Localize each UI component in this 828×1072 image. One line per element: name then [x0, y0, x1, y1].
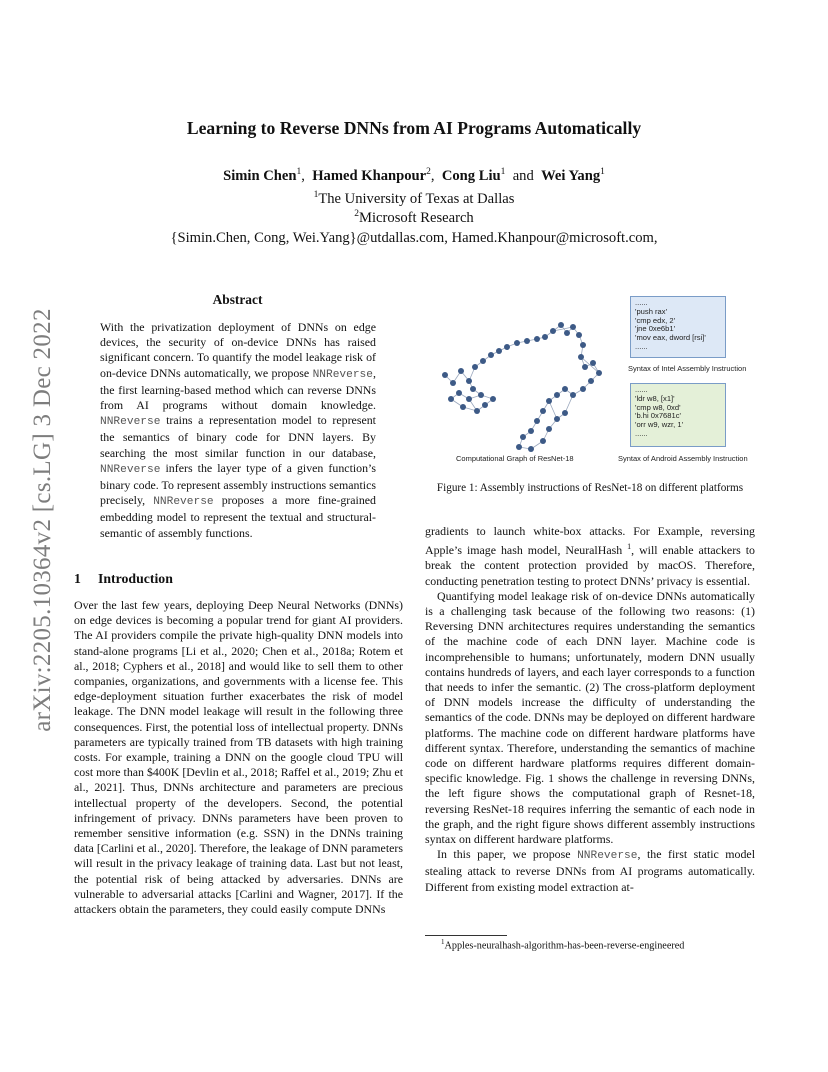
asm-line: 'mov eax, dword [rsi]' [635, 333, 706, 343]
affil-mark: 2 [354, 209, 360, 219]
asm-line: 'cmp edx, 2' [635, 315, 676, 325]
intro-paragraph [74, 598, 403, 917]
graph-node [590, 360, 596, 366]
tool-name: NNReverse [312, 368, 373, 381]
resnet-graph [433, 303, 633, 458]
asm-line: 'push rax' [635, 306, 668, 316]
author-conjunction: and [512, 167, 534, 184]
graph-node [534, 418, 540, 424]
graph-node [578, 354, 584, 360]
graph-node [448, 396, 454, 402]
asm-line: 'orr w9, wzr, 1' [635, 420, 684, 430]
figure-caption: Figure 1: Assembly instructions of ResNet-18 on different platforms [436, 482, 744, 494]
graph-node [504, 344, 510, 350]
graph-node [466, 378, 472, 384]
author-affil-mark: 1 [600, 167, 605, 177]
graph-node [580, 386, 586, 392]
footnote-mark: 1 [441, 938, 445, 946]
abstract-text: trains a representation model to represent the semantics of binary code for DNN layers. By searching the most similar function in our database, [100, 413, 376, 460]
tool-name: NNReverse [100, 416, 161, 429]
author-name: Simin Chen [223, 167, 297, 184]
asm-line: ...... [635, 385, 648, 394]
affil-mark: 1 [313, 190, 319, 200]
graph-node [496, 348, 502, 354]
author-list: Simin Chen$^1$, Hamed Khanpour$^2$, Cong Liu$^1$ and Wei Yang$^1$ [223, 167, 605, 184]
graph-node [588, 378, 594, 384]
graph-node [576, 332, 582, 338]
paragraph-text: , the first static model stealing attack to reverse DNNs from AI programs automatically. Different from existing model extraction at- [425, 847, 756, 894]
footnote [441, 938, 684, 951]
paragraph [425, 524, 755, 589]
abstract-text: With the privatization deployment of DNNs on edge devices, the security of on-device DNNs has raised significant concern. To quantify the model leakage risk of on-device DNNs automatically, we propose [100, 320, 376, 380]
graph-node [542, 334, 548, 340]
author-emails: {Simin.Chen, Cong, Wei.Yang}@utdallas.com, Hamed.Khanpour@microsoft.com, [170, 230, 658, 246]
graph-node [550, 328, 556, 334]
graph-node [490, 396, 496, 402]
paragraph-text: In this paper, we propose [437, 847, 571, 862]
section-number: 1 [74, 571, 81, 586]
abstract-text: infers the layer type of a given function’s binary code. To represent assembly instructions semantics precisely, [100, 460, 376, 508]
graph-node [540, 438, 546, 444]
graph-node [546, 398, 552, 404]
author-affil-mark: 2 [426, 167, 431, 177]
graph-node [470, 386, 476, 392]
abstract-text: , the first learning-based method which can reverse DNNs from AI programs without domain knowledge. [100, 365, 376, 413]
arxiv-stamp [23, 290, 63, 750]
author-name: Cong Liu [441, 167, 501, 184]
graph-label: Computational Graph of ResNet-18 [456, 454, 574, 463]
graph-node [466, 396, 472, 402]
paragraph: Quantifying model leakage risk of on-device DNNs automatically is a challenging task because of the following two reasons: (1) Reversing DNN architectures requires understanding the semantics of the machine code of each DNN layer. Machine code is incomprehensible to humans; unfortunately, modern DNN usually contains hundreds of layers, and each layer corresponds to a function that needs to infer the semantic. (2) The cross-platform deployment of DNN models increase the difficulty of understanding the semantics of the code. DNNs may be deployed on different hardware platforms. The machine code on different hardware platforms have different syntax. Therefore, understanding the semantics of machine code on different hardware platforms requires different domain-specific knowledge. Fig. 1 shows the challenge in reversing DNNs, the left figure shows the computational graph of Resnet-18, reversing ResNet-18 requires inferring the semantic of each node in the graph, and the right figure shows different assembly instructions syntax on different hardware platforms. [425, 588, 755, 847]
section-heading [74, 571, 173, 587]
asm-line: 'jne 0xe6b1' [635, 324, 676, 334]
graph-node [546, 426, 552, 432]
affil-text: The University of Texas at Dallas [318, 190, 515, 207]
footnote-text: Apples-neuralhash-algorithm-has-been-reverse-engineered [444, 940, 685, 952]
author-affil-mark: 1 [296, 167, 302, 177]
android-asm-box [630, 383, 726, 447]
asm-line: ...... [635, 428, 648, 438]
graph-node [562, 386, 568, 392]
android-label: Syntax of Android Assembly Instruction [618, 454, 748, 463]
affil-text: Microsoft Research [359, 209, 474, 226]
graph-node [456, 390, 462, 396]
abstract-text: proposes a more fine-grained embedding model to represent the textual and structural-semantic of assembly functions. [100, 493, 376, 540]
graph-node [478, 392, 484, 398]
tool-name: NNReverse [577, 850, 638, 863]
graph-node [458, 368, 464, 374]
graph-node [554, 416, 560, 422]
graph-node [534, 336, 540, 342]
graph-node [570, 392, 576, 398]
graph-node [558, 322, 564, 328]
asm-line: ...... [635, 341, 648, 351]
paragraph-text: Over the last few years, deploying Deep Neural Networks (DNNs) on edge devices is becoming a popular trend for giant AI providers. The AI providers compile the private high-quality DNN models into stand-alone programs [Li et al., 2020; Chen et al., 2018a; Rotem et al., 2018; Cyphers et al., 2018] and would like to sell them to other companies, organizations, and governments with a license fee. This edge-deployment situation further exacerbates the risk of model leakage. The DNN model leakage will result in the following three consequences. First, the potential loss of intellectual property. DNNs parameters are typically trained from TB datasets with high training costs. For example, training a DNN on the google cloud TPU will cost more than $400K [Devlin et al., 2018; Raffel et al., 2019; Zhu et al., 2021]. Thus, DNNs architecture and parameters are precious intellectual property of the developers. Second, the potential infringement of privacy. DNNs parameters have been proven to remember sensitive information (e.g. SSN) in the DNNs training data [Carlini et al., 2020]. Therefore, the leakage of DNN parameters will result in the privacy leakage of training data. Last but not least, the potential risk of being attacked by adversaries. DNNs are vulnerable to adversarial attacks [Carlini and Wagner, 2017]. If the attackers obtain the parameters, they could easily compute DNNs [74, 598, 404, 917]
graph-node [516, 444, 522, 450]
section-title: Introduction [98, 571, 173, 586]
graph-node [450, 380, 456, 386]
graph-node [562, 410, 568, 416]
abstract-heading: Abstract [212, 292, 263, 307]
right-column [425, 524, 755, 895]
author-affil-mark: 1 [500, 167, 506, 177]
paper-title: Learning to Reverse DNNs from AI Programs Automatically [186, 118, 642, 138]
graph-node [528, 428, 534, 434]
tool-name: NNReverse [100, 463, 161, 476]
footnote-mark: 1 [627, 542, 632, 552]
graph-node [480, 358, 486, 364]
abstract-body [100, 320, 376, 541]
graph-node [528, 446, 534, 452]
author-name: Wei Yang [541, 167, 601, 184]
graph-node [580, 342, 586, 348]
asm-line: 'ldr w8, [x1]' [635, 393, 675, 403]
graph-node [596, 370, 602, 376]
tool-name: NNReverse [153, 496, 214, 509]
graph-node [460, 404, 466, 410]
paragraph-text: , will enable attackers to break the content protection provided by macOS. Therefore, conducting penetration testing to protect DNNs’ privacy is essential. [425, 543, 755, 588]
author-name: Hamed Khanpour [312, 167, 427, 184]
graph-node [570, 324, 576, 330]
figure-1 [425, 293, 755, 471]
arxiv-identifier: arXiv:2205.10364v2 [cs.LG] 3 Dec 2022 [29, 308, 56, 732]
paragraph-text: gradients to launch white-box attacks. For Example, reversing Apple’s image hash model, NeuralHash [425, 524, 755, 558]
graph-node [520, 434, 526, 440]
footnote-divider [425, 935, 507, 936]
asm-line: 'cmp w8, 0xd' [635, 402, 681, 412]
graph-node [482, 402, 488, 408]
graph-node [472, 364, 478, 370]
asm-line: 'b.hi 0x7681c' [635, 411, 681, 421]
graph-node [442, 372, 448, 378]
graph-node [524, 338, 530, 344]
graph-node [514, 340, 520, 346]
intel-label: Syntax of Intel Assembly Instruction [628, 364, 747, 373]
graph-node [564, 330, 570, 336]
paragraph [425, 847, 755, 895]
graph-node [554, 392, 560, 398]
affiliation [0, 190, 828, 208]
affiliation [0, 209, 828, 227]
graph-node [488, 352, 494, 358]
intel-asm-box [630, 296, 726, 358]
graph-node [474, 408, 480, 414]
asm-line: ...... [635, 298, 648, 307]
graph-node [582, 364, 588, 370]
graph-node [540, 408, 546, 414]
